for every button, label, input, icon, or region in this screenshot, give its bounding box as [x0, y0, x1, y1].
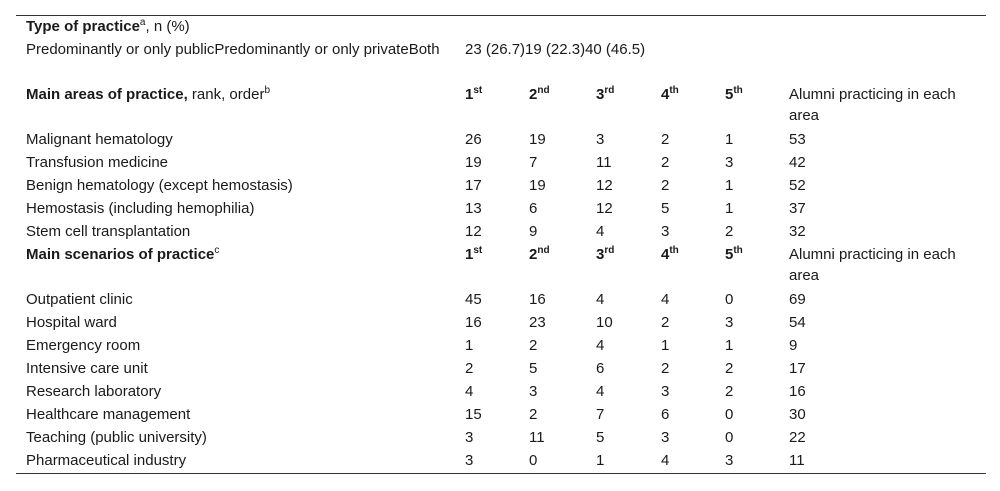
rank-3-cell: 4	[596, 383, 605, 400]
type-of-practice-values: 23 (26.7)19 (22.3)40 (46.5)	[465, 41, 646, 58]
table-row	[16, 312, 986, 335]
rank-number: 2	[529, 86, 538, 103]
row-label: Teaching (public university)	[26, 429, 207, 446]
rank-4-cell: 4	[661, 291, 670, 308]
areas-heading	[26, 84, 446, 105]
row-label: Outpatient clinic	[26, 291, 133, 308]
rank-4-cell: 2	[661, 360, 670, 377]
alumni-count-cell: 53	[789, 131, 806, 148]
rank-1-cell: 12	[465, 223, 482, 240]
table-row	[16, 152, 986, 175]
areas-body	[16, 129, 986, 244]
rank-5-cell: 1	[725, 200, 734, 217]
rank-ordinal-suffix: th	[733, 85, 743, 96]
areas-header-row	[16, 84, 986, 129]
rank-ordinal-suffix: nd	[537, 85, 550, 96]
scenarios-title: Main scenarios of practice	[26, 246, 215, 263]
alumni-count-cell: 52	[789, 177, 806, 194]
rank-4-cell: 2	[661, 154, 670, 171]
rank-2-cell: 2	[529, 406, 538, 423]
rank-2-cell: 3	[529, 383, 538, 400]
rank-header-2	[529, 244, 550, 265]
table-row	[16, 221, 986, 244]
rank-4-cell: 6	[661, 406, 670, 423]
table-row	[16, 129, 986, 152]
rank-1-cell: 2	[465, 360, 474, 377]
rank-5-cell: 0	[725, 406, 734, 423]
rank-4-cell: 5	[661, 200, 670, 217]
rank-2-cell: 7	[529, 154, 538, 171]
rank-header-4	[661, 244, 679, 265]
table-row	[16, 289, 986, 312]
rank-header-3	[596, 244, 614, 265]
rank-2-cell: 0	[529, 452, 538, 469]
rank-header-1	[465, 84, 482, 105]
alumni-count-cell: 11	[789, 452, 805, 469]
scenarios-header-row	[16, 244, 986, 289]
rank-number: 1	[465, 86, 474, 103]
row-label: Hemostasis (including hemophilia)	[26, 200, 255, 217]
footnote-marker-a: a	[139, 17, 146, 28]
rank-1-cell: 45	[465, 291, 482, 308]
table-row	[16, 427, 986, 450]
rank-3-cell: 4	[596, 337, 605, 354]
rank-5-cell: 3	[725, 452, 734, 469]
rank-5-cell: 2	[725, 223, 734, 240]
rank-4-cell: 3	[661, 223, 670, 240]
rank-3-cell: 3	[596, 131, 605, 148]
rank-4-cell: 3	[661, 429, 670, 446]
row-label: Emergency room	[26, 337, 141, 354]
rank-number: 1	[465, 246, 474, 263]
rank-4-cell: 1	[661, 337, 670, 354]
rank-2-cell: 23	[529, 314, 546, 331]
rank-3-cell: 12	[596, 200, 613, 217]
table-row	[16, 358, 986, 381]
rank-3-cell: 1	[596, 452, 605, 469]
rank-2-cell: 9	[529, 223, 538, 240]
alumni-count-cell: 69	[789, 291, 806, 308]
row-label: Hospital ward	[26, 314, 117, 331]
rank-1-cell: 4	[465, 383, 474, 400]
rank-number: 5	[725, 86, 734, 103]
alumni-count-cell: 16	[789, 383, 806, 400]
areas-rank-order-text: rank, order	[187, 86, 265, 103]
rank-2-cell: 11	[529, 429, 545, 446]
areas-title: Main areas of practice,	[26, 86, 188, 103]
table-row	[16, 198, 986, 221]
rank-ordinal-suffix: rd	[604, 245, 615, 256]
type-of-practice-heading	[26, 16, 446, 37]
rank-3-cell: 5	[596, 429, 605, 446]
alumni-column-header: Alumni practicing in each area	[789, 86, 956, 124]
rank-1-cell: 13	[465, 200, 482, 217]
rank-header-2	[529, 84, 550, 105]
rank-ordinal-suffix: th	[669, 245, 679, 256]
alumni-count-cell: 17	[789, 360, 806, 377]
rank-1-cell: 3	[465, 452, 474, 469]
rank-3-cell: 7	[596, 406, 605, 423]
row-label: Intensive care unit	[26, 360, 148, 377]
rank-3-cell: 10	[596, 314, 613, 331]
rank-ordinal-suffix: th	[669, 85, 679, 96]
rank-number: 4	[661, 246, 670, 263]
rank-number: 4	[661, 86, 670, 103]
rank-4-cell: 2	[661, 314, 670, 331]
alumni-count-cell: 54	[789, 314, 806, 331]
practice-table	[16, 15, 986, 474]
rank-number: 5	[725, 246, 734, 263]
scenarios-heading	[26, 244, 446, 265]
rank-1-cell: 3	[465, 429, 474, 446]
rank-1-cell: 1	[465, 337, 474, 354]
rank-2-cell: 19	[529, 177, 546, 194]
rank-4-cell: 4	[661, 452, 670, 469]
rank-1-cell: 26	[465, 131, 482, 148]
rank-3-cell: 11	[596, 154, 612, 171]
rank-1-cell: 17	[465, 177, 482, 194]
type-of-practice-title: Type of practice	[26, 18, 140, 35]
rank-number: 2	[529, 246, 538, 263]
alumni-count-cell: 42	[789, 154, 806, 171]
footnote-marker-b: b	[264, 85, 270, 96]
rank-4-cell: 3	[661, 383, 670, 400]
rank-2-cell: 19	[529, 131, 546, 148]
rank-5-cell: 3	[725, 154, 734, 171]
rank-5-cell: 1	[725, 131, 734, 148]
rank-5-cell: 2	[725, 360, 734, 377]
rank-number: 3	[596, 86, 605, 103]
rank-5-cell: 2	[725, 383, 734, 400]
alumni-count-cell: 30	[789, 406, 806, 423]
rank-2-cell: 6	[529, 200, 538, 217]
type-of-practice-unit: , n (%)	[145, 18, 190, 35]
type-of-practice-header-row	[16, 16, 986, 39]
table-row	[16, 381, 986, 404]
alumni-count-cell: 37	[789, 200, 806, 217]
rank-header-1	[465, 244, 482, 265]
alumni-count-cell: 32	[789, 223, 806, 240]
row-label: Malignant hematology	[26, 131, 173, 148]
rank-5-cell: 1	[725, 337, 734, 354]
rank-ordinal-suffix: st	[473, 85, 483, 96]
rank-header-3	[596, 84, 614, 105]
table-row	[16, 335, 986, 358]
rank-5-cell: 0	[725, 429, 734, 446]
rank-1-cell: 15	[465, 406, 482, 423]
rank-3-cell: 6	[596, 360, 605, 377]
alumni-count-cell: 22	[789, 429, 806, 446]
footnote-marker-c: c	[214, 245, 220, 256]
rank-2-cell: 16	[529, 291, 546, 308]
rank-ordinal-suffix: th	[733, 245, 743, 256]
type-of-practice-row	[16, 39, 986, 84]
rank-1-cell: 16	[465, 314, 482, 331]
rank-2-cell: 2	[529, 337, 538, 354]
rank-number: 3	[596, 246, 605, 263]
rank-5-cell: 0	[725, 291, 734, 308]
rank-1-cell: 19	[465, 154, 482, 171]
rank-header-4	[661, 84, 679, 105]
table-row	[16, 404, 986, 427]
rank-ordinal-suffix: rd	[604, 85, 615, 96]
scenarios-body	[16, 289, 986, 473]
type-of-practice-label: Predominantly or only publicPredominantly or only privateBoth	[26, 41, 440, 58]
rank-3-cell: 4	[596, 291, 605, 308]
table-row	[16, 175, 986, 198]
rank-ordinal-suffix: nd	[537, 245, 550, 256]
alumni-count-cell: 9	[789, 337, 798, 354]
rank-5-cell: 3	[725, 314, 734, 331]
row-label: Pharmaceutical industry	[26, 452, 187, 469]
rank-3-cell: 12	[596, 177, 613, 194]
row-label: Stem cell transplantation	[26, 223, 191, 240]
rank-2-cell: 5	[529, 360, 538, 377]
rank-ordinal-suffix: st	[473, 245, 483, 256]
rank-4-cell: 2	[661, 131, 670, 148]
row-label: Research laboratory	[26, 383, 162, 400]
rank-4-cell: 2	[661, 177, 670, 194]
alumni-column-header: Alumni practicing in each area	[789, 246, 956, 284]
table-row	[16, 450, 986, 473]
row-label: Benign hematology (except hemostasis)	[26, 177, 293, 194]
row-label: Healthcare management	[26, 406, 191, 423]
rank-5-cell: 1	[725, 177, 734, 194]
rank-header-5	[725, 244, 743, 265]
rank-header-5	[725, 84, 743, 105]
rank-3-cell: 4	[596, 223, 605, 240]
row-label: Transfusion medicine	[26, 154, 169, 171]
